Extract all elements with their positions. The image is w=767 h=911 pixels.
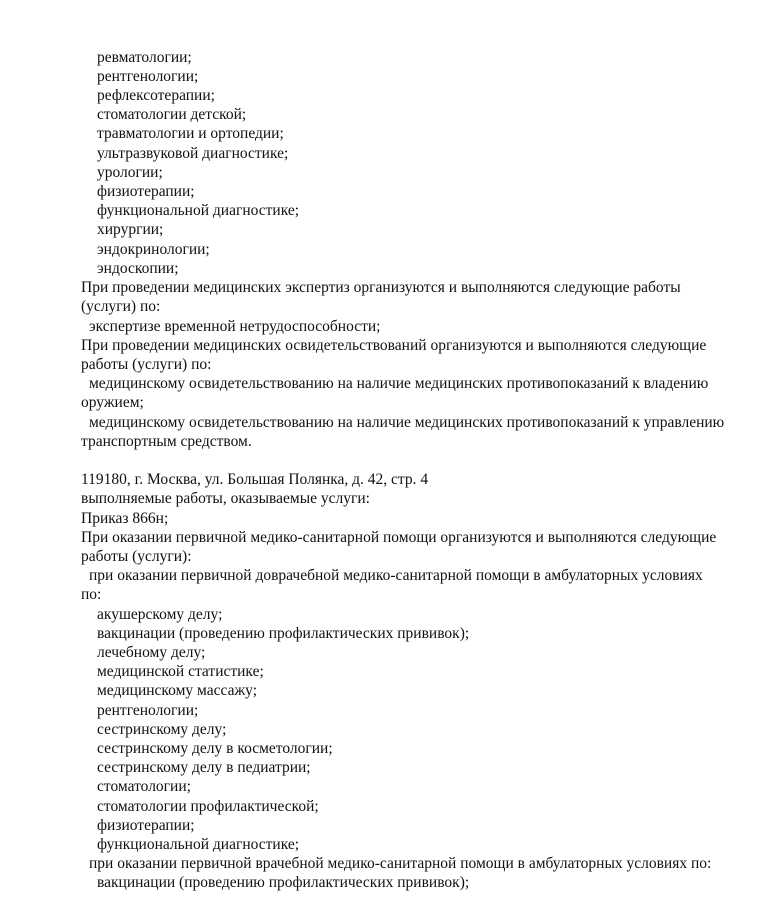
list-item: ревматологии;	[97, 49, 192, 66]
exam-intro: работы (услуги) по:	[81, 356, 212, 373]
list-item: вакцинации (проведению профилактических прививок);	[97, 625, 470, 642]
list-item: хирургии;	[97, 221, 164, 238]
list-item: сестринскому делу;	[97, 721, 227, 738]
list-item: медицинской статистике;	[97, 663, 264, 680]
list-item: стоматологии детской;	[97, 106, 247, 123]
list-item: лечебному делу;	[97, 644, 206, 661]
expertise-intro: (услуги) по:	[81, 298, 161, 315]
exam-item: транспортным средством.	[81, 433, 252, 450]
list-item: рефлексотерапии;	[97, 87, 215, 104]
exam-intro: При проведении медицинских освидетельствований организуются и выполняются следующие	[81, 337, 707, 354]
list-item: рентгенологии;	[97, 702, 199, 719]
list-item: медицинскому массажу;	[97, 682, 258, 699]
exam-item: медицинскому освидетельствованию на наличие медицинских противопоказаний к владению	[89, 375, 709, 392]
list-item: эндокринологии;	[97, 241, 210, 258]
prevrach-intro: по:	[81, 586, 102, 603]
list-item: эндоскопии;	[97, 260, 179, 277]
list-item: травматологии и ортопедии;	[97, 125, 284, 142]
prevrach-intro: при оказании первичной доврачебной медико-санитарной помощи в амбулаторных условиях	[89, 567, 703, 584]
list-item: рентгенологии;	[97, 68, 199, 85]
list-item: стоматологии;	[97, 778, 191, 795]
works-label: выполняемые работы, оказываемые услуги:	[81, 490, 370, 507]
list-item: сестринскому делу в педиатрии;	[97, 759, 311, 776]
list-item: функциональной диагностике;	[97, 202, 300, 219]
list-item: сестринскому делу в косметологии;	[97, 740, 333, 757]
expertise-item: экспертизе временной нетрудоспособности;	[89, 318, 381, 335]
pmsp-intro: При оказании первичной медико-санитарной помощи организуются и выполняются следующие	[81, 529, 717, 546]
vrach-intro: при оказании первичной врачебной медико-санитарной помощи в амбулаторных условиях по:	[89, 855, 712, 872]
exam-item: медицинскому освидетельствованию на наличие медицинских противопоказаний к управлению	[89, 414, 725, 431]
list-item: урологии;	[97, 164, 163, 181]
list-item: вакцинации (проведению профилактических прививок);	[97, 874, 470, 891]
list-item: физиотерапии;	[97, 817, 195, 834]
address: 119180, г. Москва, ул. Большая Полянка, д. 42, стр. 4	[81, 471, 429, 488]
list-item: акушерскому делу;	[97, 606, 223, 623]
exam-item: оружием;	[81, 394, 144, 411]
list-item: функциональной диагностике;	[97, 836, 300, 853]
list-item: ультразвуковой диагностике;	[97, 145, 289, 162]
order-reference: Приказ 866н;	[81, 510, 169, 527]
pmsp-intro: работы (услуги):	[81, 548, 192, 565]
expertise-intro: При проведении медицинских экспертиз организуются и выполняются следующие работы	[81, 279, 681, 296]
list-item: стоматологии профилактической;	[97, 798, 319, 815]
list-item: физиотерапии;	[97, 183, 195, 200]
